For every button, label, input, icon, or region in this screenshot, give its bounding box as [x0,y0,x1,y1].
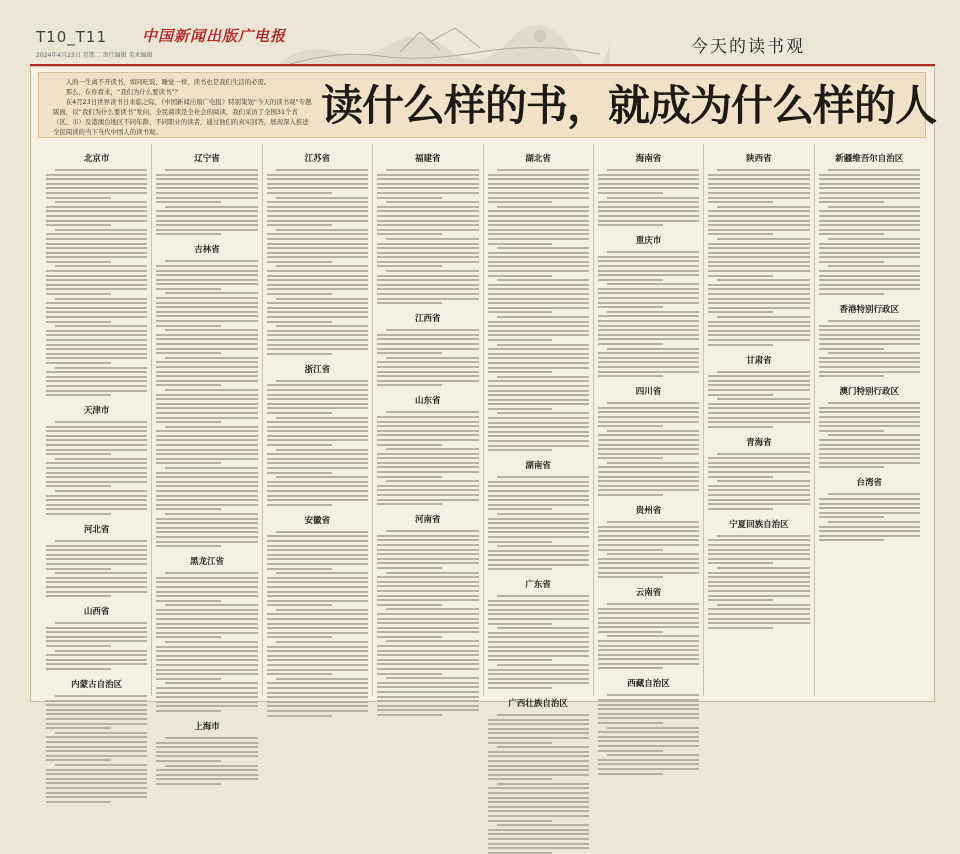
article-paragraph [267,641,368,675]
article-paragraph [708,279,809,313]
masthead [30,22,935,66]
column-6 [594,144,704,696]
article-paragraph [488,412,589,451]
region-heading: 广东省 [525,580,551,591]
article-paragraph [708,453,809,478]
article-paragraph [156,357,257,387]
article-paragraph [377,329,478,354]
article-paragraph [598,462,699,496]
article-paragraph [488,627,589,661]
region-heading: 重庆市 [635,236,662,247]
article-paragraph [377,677,478,716]
region-heading: 陕西省 [746,154,772,164]
article-paragraph [598,197,699,227]
article-paragraph [708,316,809,346]
article-paragraph [488,376,589,410]
article-paragraph [819,265,920,295]
article-paragraph [819,352,920,377]
article-paragraph [267,609,368,639]
column-3 [263,144,373,696]
article-paragraph [488,664,589,689]
article-paragraph [46,421,147,455]
region-heading: 山东省 [415,396,441,407]
article-paragraph [488,595,589,625]
article-paragraph [598,251,699,281]
article-columns [42,144,924,732]
article-paragraph [267,298,368,323]
page-code: T10_T11 [36,28,107,46]
region-heading: 上海市 [194,721,220,732]
article-paragraph [377,270,478,304]
article-paragraph [488,476,589,510]
region-heading: 湖北省 [525,154,551,164]
article-paragraph [819,521,920,541]
article-paragraph [598,635,699,669]
column-8 [815,144,924,696]
region-heading: 江西省 [415,314,441,325]
region-heading: 湖南省 [525,461,551,472]
article-paragraph [708,371,809,396]
region-heading: 甘肃省 [746,355,772,366]
article-paragraph [156,329,257,354]
article-paragraph [377,411,478,445]
article-paragraph [46,540,147,570]
article-paragraph [46,325,147,364]
region-heading: 天津市 [83,406,110,417]
mountain-sketch-illustration [280,22,610,66]
article-paragraph [488,279,589,313]
article-paragraph [156,737,257,762]
article-paragraph [708,238,809,277]
article-paragraph [156,426,257,465]
article-paragraph [267,169,368,194]
article-paragraph [598,430,699,460]
column-5 [484,144,594,709]
section-title: 今天的读书观 [691,37,805,57]
article-paragraph [156,682,257,712]
article-paragraph [267,380,368,414]
article-paragraph [819,206,920,236]
region-heading: 香港特别行政区 [839,305,900,316]
article-paragraph [46,650,147,670]
region-heading: 云南省 [635,588,662,599]
region-heading: 江苏省 [304,154,331,164]
article-paragraph [377,640,478,674]
feature-banner [38,72,937,138]
region-heading: 吉林省 [194,245,220,256]
region-heading: 青海省 [746,437,772,448]
article-paragraph [267,572,368,606]
article-paragraph [46,169,147,199]
region-heading: 内蒙古自治区 [71,680,123,691]
article-paragraph [598,603,699,633]
article-paragraph [708,604,809,629]
article-paragraph [156,513,257,547]
article-paragraph [598,283,699,308]
article-paragraph [267,325,368,355]
column-1 [42,144,152,696]
intro-paragraph: 人的一生离不开读书，如同吃饭、睡觉一样，读书也是我们生活的必需。 [65,78,271,86]
article-paragraph [46,229,147,263]
article-paragraph [708,535,809,565]
article-paragraph [46,201,147,226]
article-paragraph [488,316,589,341]
region-heading: 广西壮族自治区 [508,698,568,709]
article-paragraph [267,449,368,474]
article-paragraph [156,169,257,203]
article-paragraph [819,238,920,263]
article-paragraph [267,531,368,570]
article-paragraph [46,764,147,803]
article-paragraph [598,169,699,194]
article-paragraph [488,513,589,543]
article-paragraph [377,480,478,505]
article-paragraph [267,229,368,263]
article-paragraph [488,783,589,822]
article-paragraph [156,604,257,638]
column-4 [373,144,483,696]
region-heading: 台湾省 [856,478,883,489]
region-heading: 浙江省 [304,364,331,375]
article-paragraph [46,298,147,323]
article-paragraph [488,545,589,570]
article-paragraph [488,206,589,245]
article-paragraph [267,417,368,447]
masthead-meta: 2024年4月23日 星期二 责任编辑 美术编辑 [36,52,153,59]
article-paragraph [267,678,368,717]
article-paragraph [819,493,920,518]
headline: 读什么样的书，就成为什么样的人 [321,81,937,130]
article-paragraph [819,434,920,468]
article-paragraph [46,490,147,515]
article-paragraph [819,402,920,432]
region-heading: 西藏自治区 [627,679,670,690]
article-paragraph [488,247,589,277]
region-heading: 河南省 [415,515,441,526]
article-paragraph [377,608,478,638]
article-paragraph [488,169,589,203]
article-paragraph [598,553,699,578]
intro-text [53,77,313,137]
article-paragraph [598,348,699,378]
intro-paragraph: 那么，在你看来，“我们为什么要读书”？ [65,88,182,96]
article-paragraph [46,458,147,488]
article-paragraph [708,169,809,203]
article-paragraph [377,530,478,569]
article-paragraph [598,402,699,427]
article-paragraph [46,265,147,295]
article-paragraph [156,467,257,510]
article-paragraph [46,622,147,647]
article-paragraph [598,754,699,774]
region-heading: 北京市 [83,154,110,164]
region-heading: 福建省 [415,154,441,164]
region-heading: 贵州省 [635,506,662,517]
article-paragraph [598,727,699,752]
article-paragraph [156,389,257,423]
article-paragraph [156,572,257,602]
article-paragraph [598,694,699,724]
article-paragraph [488,714,589,744]
column-7 [704,144,814,696]
article-paragraph [46,695,147,729]
article-paragraph [46,367,147,397]
article-paragraph [819,169,920,203]
region-heading: 海南省 [635,154,662,164]
article-paragraph [267,197,368,227]
article-paragraph [377,238,478,268]
region-heading: 四川省 [635,387,662,398]
region-heading: 宁夏回族自治区 [729,519,789,530]
article-paragraph [156,765,257,785]
article-paragraph [267,476,368,506]
region-heading: 澳门特别行政区 [839,387,900,398]
article-paragraph [46,572,147,597]
column-2 [152,144,262,732]
region-heading: 黑龙江省 [190,557,225,568]
article-paragraph [267,265,368,295]
newspaper-logo: 中国新闻出版广电报 [142,27,287,45]
article-paragraph [708,206,809,236]
article-paragraph [708,480,809,510]
region-heading: 山西省 [83,607,110,618]
region-heading: 河北省 [83,524,110,535]
article-paragraph [377,169,478,199]
region-heading: 安徽省 [304,515,331,526]
article-paragraph [819,320,920,350]
article-paragraph [156,641,257,680]
article-paragraph [377,357,478,387]
region-heading: 辽宁省 [194,154,220,164]
article-paragraph [156,206,257,236]
article-paragraph [377,201,478,235]
article-paragraph [488,746,589,780]
article-paragraph [377,448,478,478]
article-paragraph [46,732,147,762]
article-paragraph [598,521,699,551]
region-heading: 新疆维吾尔自治区 [835,154,904,164]
article-paragraph [488,824,589,854]
article-paragraph [708,567,809,601]
article-paragraph [598,311,699,345]
article-paragraph [156,292,257,326]
article-paragraph [156,260,257,290]
article-paragraph [708,398,809,428]
article-paragraph [377,572,478,606]
intro-paragraph: 在4月23日世界读书日来临之际，《中国新闻出版广电报》特别策划“今天的读书观”专题版面，以“我们为什么要读书”发问，全民阅读是全社会的阅读，我们采访了全国31个省（区、市）及港澳台地区不同年龄、不同职业的读者，通过他们的真实回答，展现深入推进全民阅读的当下当代中国人的读书观。 [53,98,312,136]
article-paragraph [488,344,589,374]
